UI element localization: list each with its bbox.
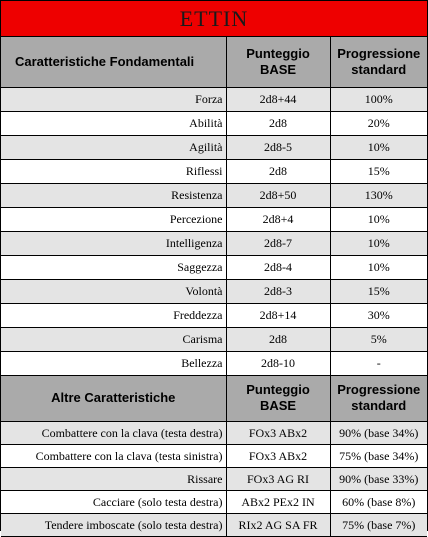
- basic-prog-header-line2: standard: [351, 62, 406, 77]
- basic-prog-cell: 10%: [330, 135, 427, 159]
- other-row: [1, 468, 427, 491]
- other-row: [1, 422, 427, 445]
- basic-prog-cell: 10%: [330, 207, 427, 231]
- other-name-cell: Tendere imboscate (solo testa destra): [1, 514, 226, 537]
- other-base-cell: FOx3 ABx2: [226, 422, 330, 445]
- basic-name-cell: Intelligenza: [1, 231, 226, 255]
- basic-base-header-line1: Punteggio: [246, 46, 310, 61]
- basic-row: [1, 159, 427, 183]
- basic-name-cell: Saggezza: [1, 255, 226, 279]
- basic-name-cell: Riflessi: [1, 159, 226, 183]
- basic-row: [1, 327, 427, 351]
- other-row: [1, 491, 427, 514]
- other-name-cell: Combattere con la clava (testa sinistra): [1, 445, 226, 468]
- basic-base-cell: 2d8-5: [226, 135, 330, 159]
- basic-base-cell: 2d8: [226, 327, 330, 351]
- basic-prog-cell: 15%: [330, 159, 427, 183]
- other-name-cell: Cacciare (solo testa destra): [1, 491, 226, 514]
- basic-base-header-line2: BASE: [260, 62, 296, 77]
- other-base-cell: FOx3 AG RI: [226, 468, 330, 491]
- basic-row: [1, 111, 427, 135]
- basic-prog-cell: 30%: [330, 303, 427, 327]
- other-prog-header-line1: Progressione: [337, 382, 420, 397]
- basic-name-cell: Percezione: [1, 207, 226, 231]
- basic-prog-cell: 10%: [330, 255, 427, 279]
- basic-prog-cell: 15%: [330, 279, 427, 303]
- basic-base-cell: 2d8-10: [226, 351, 330, 375]
- basic-name-cell: Abilità: [1, 111, 226, 135]
- basic-name-cell: Forza: [1, 87, 226, 111]
- basic-row: [1, 87, 427, 111]
- other-base-header-line2: BASE: [260, 398, 296, 413]
- other-name-header: Altre Caratteristiche: [1, 376, 226, 422]
- basic-row: [1, 303, 427, 327]
- basic-name-cell: Freddezza: [1, 303, 226, 327]
- basic-row: [1, 231, 427, 255]
- basic-prog-cell: 20%: [330, 111, 427, 135]
- other-prog-cell: 90% (base 34%): [330, 422, 427, 445]
- basic-base-cell: 2d8-4: [226, 255, 330, 279]
- basic-base-cell: 2d8-3: [226, 279, 330, 303]
- basic-prog-cell: 130%: [330, 183, 427, 207]
- other-header-row: [1, 376, 427, 422]
- basic-row: [1, 255, 427, 279]
- basic-row: [1, 279, 427, 303]
- basic-name-cell: Resistenza: [1, 183, 226, 207]
- other-prog-header-line2: standard: [351, 398, 406, 413]
- basic-name-cell: Bellezza: [1, 351, 226, 375]
- other-prog-cell: 75% (base 7%): [330, 514, 427, 537]
- basic-base-cell: 2d8: [226, 159, 330, 183]
- basic-base-cell: 2d8+14: [226, 303, 330, 327]
- basic-name-cell: Carisma: [1, 327, 226, 351]
- basic-prog-cell: 10%: [330, 231, 427, 255]
- basic-base-cell: 2d8+4: [226, 207, 330, 231]
- other-prog-cell: 75% (base 34%): [330, 445, 427, 468]
- basic-base-cell: 2d8-7: [226, 231, 330, 255]
- other-base-header-line1: Punteggio: [246, 382, 310, 397]
- creature-title: ETTIN: [1, 1, 427, 37]
- basic-prog-cell: -: [330, 351, 427, 375]
- basic-prog-cell: 5%: [330, 327, 427, 351]
- basic-base-cell: 2d8+44: [226, 87, 330, 111]
- basic-name-header: Caratteristiche Fondamentali: [1, 37, 226, 87]
- basic-row: [1, 351, 427, 375]
- other-row: [1, 514, 427, 537]
- basic-base-cell: 2d8+50: [226, 183, 330, 207]
- other-base-cell: FOx3 ABx2: [226, 445, 330, 468]
- other-name-cell: Rissare: [1, 468, 226, 491]
- basic-header-row: [1, 37, 427, 87]
- basic-name-cell: Agilità: [1, 135, 226, 159]
- other-base-header: [226, 376, 330, 422]
- basic-name-cell: Volontà: [1, 279, 226, 303]
- other-prog-cell: 60% (base 8%): [330, 491, 427, 514]
- other-prog-cell: 90% (base 33%): [330, 468, 427, 491]
- other-characteristics-table: [1, 376, 427, 537]
- basic-row: [1, 207, 427, 231]
- basic-row: [1, 135, 427, 159]
- other-name-cell: Combattere con la clava (testa destra): [1, 422, 226, 445]
- other-base-cell: RIx2 AG SA FR: [226, 514, 330, 537]
- basic-prog-header: [330, 37, 427, 87]
- other-base-cell: ABx2 PEx2 IN: [226, 491, 330, 514]
- basic-base-header: [226, 37, 330, 87]
- basic-row: [1, 183, 427, 207]
- basic-characteristics-table: [1, 37, 427, 376]
- basic-base-cell: 2d8: [226, 111, 330, 135]
- basic-prog-cell: 100%: [330, 87, 427, 111]
- other-prog-header: [330, 376, 427, 422]
- basic-prog-header-line1: Progressione: [337, 46, 420, 61]
- other-row: [1, 445, 427, 468]
